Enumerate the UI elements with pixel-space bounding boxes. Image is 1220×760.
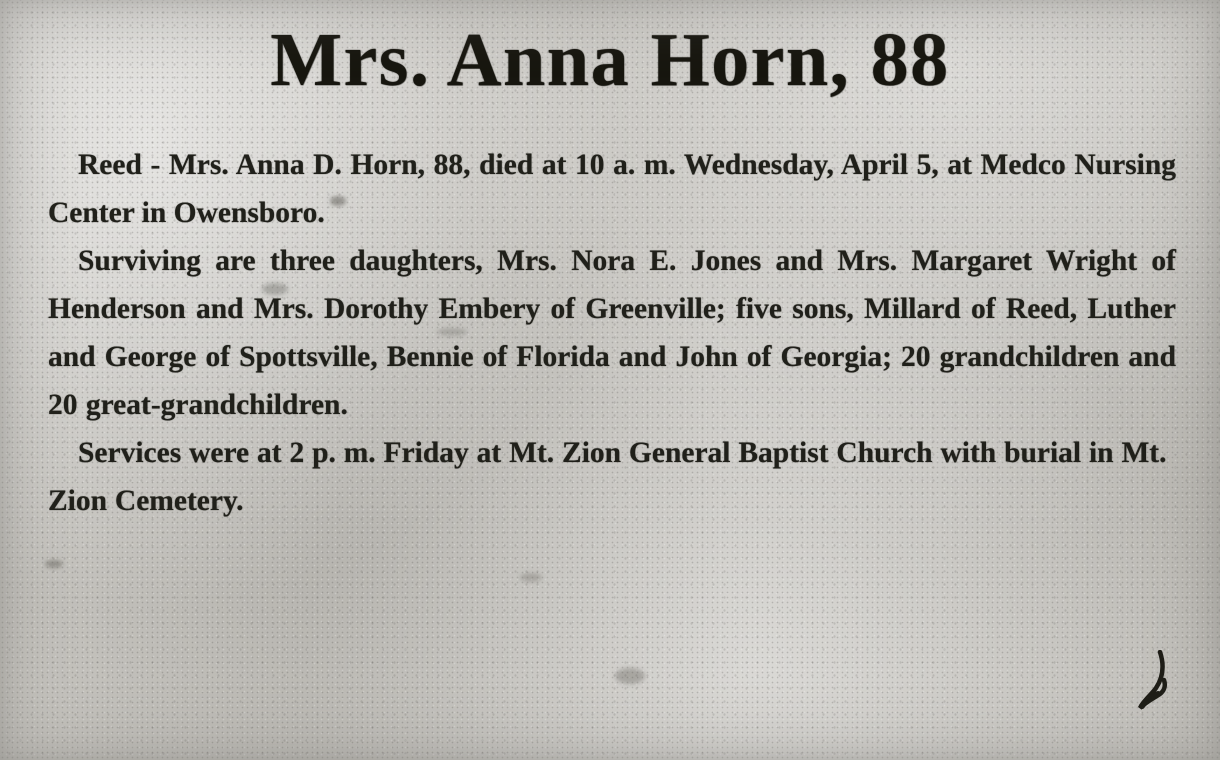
- obituary-paragraph: Services were at 2 p. m. Friday at Mt. Zion General Baptist Church with burial in Mt. Zion Cemetery.: [48, 436, 1167, 517]
- ink-swash-mark: [1134, 650, 1168, 712]
- obituary-paragraph: Reed - Mrs. Anna D. Horn, 88, died at 10 a. m. Wednesday, April 5, at Medco Nursing Center in Owensboro.: [48, 148, 1176, 229]
- scan-smudge: [615, 668, 645, 684]
- scan-smudge: [520, 573, 542, 582]
- scan-smudge: [45, 560, 63, 568]
- obituary-headline: Mrs. Anna Horn, 88: [270, 18, 950, 102]
- obituary-body: [40, 101, 1180, 525]
- obituary-paragraph: Surviving are three daughters, Mrs. Nora E. Jones and Mrs. Margaret Wright of Henderson and Mrs. Dorothy Embery of Greenville; five sons, Millard of Reed, Luther and George of Spottsville, Bennie of Florida and John of Georgia; 20 grandchildren and 20 great-grandchildren.: [48, 244, 1176, 421]
